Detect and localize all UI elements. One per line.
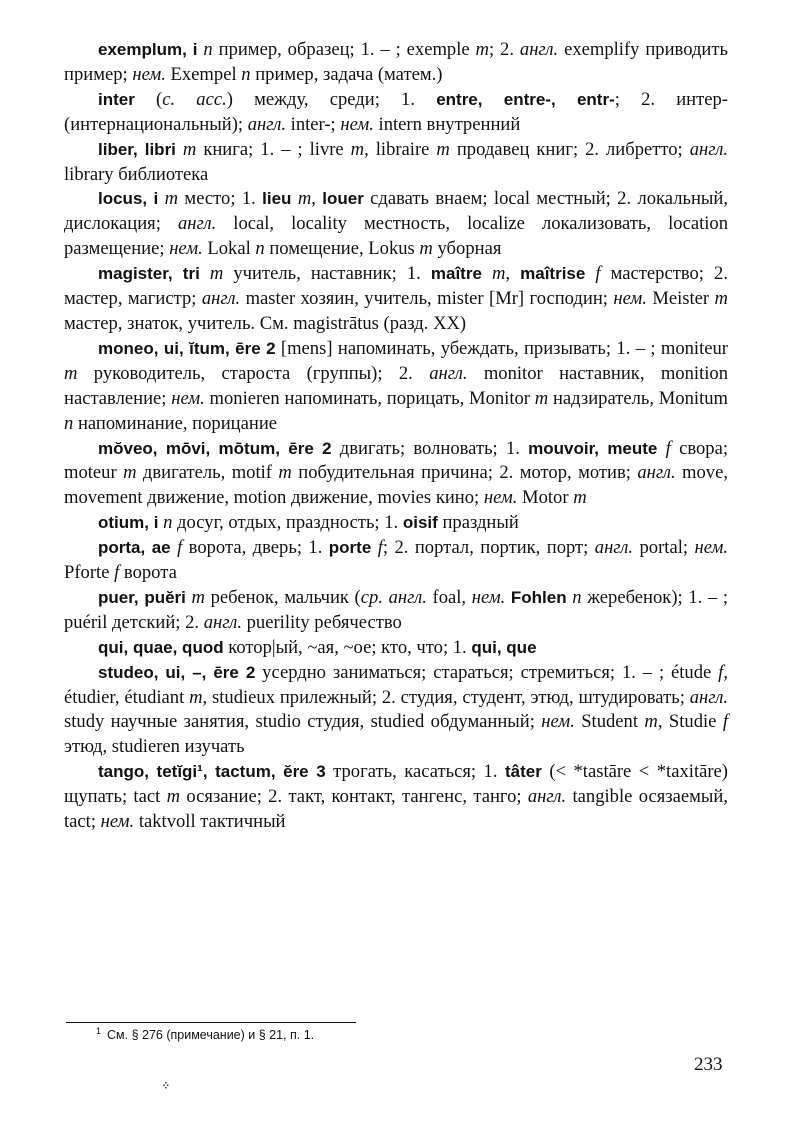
entry-text: двигатель, motif [136,462,279,484]
italic-label: m [297,188,312,210]
dictionary-entry [64,337,728,437]
italic-label: m [182,138,197,160]
entry-text: exemplify приводить пример; [64,39,728,85]
entry-text: мастер, знаток, учитель. См. magistrātus (разд. XX) [64,312,467,334]
headword: maîtrise [520,264,586,284]
entry-text: сдавать внаем; local местный; 2. локальный, дислокация; [64,188,728,235]
entry-text: жеребенок); 1. – ; puéril детский; 2. [64,586,728,633]
italic-label: нем. [541,711,575,733]
entry-text: , Studie [657,711,723,733]
entry-text [657,438,665,459]
entry-text: tangible осязаемый, tact; [64,786,728,833]
headword: lieu [262,189,292,209]
dictionary-entry [64,38,728,88]
entry-text: library библиотека [64,163,209,185]
entry-text: ворота, дверь; 1. [182,537,329,559]
entry-text: усердно заниматься; стараться; стремиться; 1. – ; étude [255,661,719,683]
italic-label: m [491,263,506,285]
italic-label: англ. [527,786,567,808]
entry-text: , studieux прилежный; 2. студия, студент, этюд, штудировать; [202,686,690,708]
italic-label: нем. [100,811,135,833]
dictionary-entry [64,138,728,188]
entry-text [482,263,492,284]
dictionary-entry [64,437,728,512]
headword: liber, libri [98,139,176,159]
entry-text: помещение, Lokus [264,238,420,260]
italic-label: нем. [132,63,166,85]
entry-text: , [311,188,323,210]
dictionary-entry [64,187,728,262]
entry-text: taktvoll тактичный [134,811,286,833]
dictionary-entry [64,760,728,835]
entry-text: ; 2. [488,39,520,60]
entry-text: , étudier, étudiant [64,661,728,708]
italic-label: n [241,63,251,85]
dictionary-entry [64,586,728,636]
dictionary-entry [64,636,728,661]
italic-label: m [644,711,658,733]
headword: mouvoir, meute [528,438,658,458]
entry-text: , [505,263,521,285]
headword: moneo, ui, ĭtum, ēre 2 [98,338,276,358]
italic-label: n [255,238,265,260]
headword: qui, quae, quod [98,637,224,657]
entry-text: осязание; 2. такт, контакт, тангенс, танго; [180,786,528,808]
entry-text: intern внутренний [373,113,521,135]
entry-text: portal; [633,537,695,559]
italic-label: m [189,686,203,708]
italic-label: c. acc. [162,88,227,110]
entry-text: ворота [119,562,177,584]
italic-label: f [177,537,183,559]
headword: tâter [504,762,542,782]
headword: maître [430,264,482,284]
headword: puer, puĕri [98,587,186,607]
entry-text: study научные занятия, studio студия, studied обдуманный; [64,711,542,733]
entry-text: руководитель, староста (группы); 2. [77,362,430,384]
entry-text: пример, образец; 1. – ; exemple [212,39,476,60]
headword: locus, i [98,189,159,209]
italic-label: нем. [171,387,205,409]
headword: porta, ae [98,538,171,558]
entry-text: foal, [426,586,472,608]
entry-text: Meister [646,288,715,310]
italic-label: n [203,39,213,60]
italic-label: m [278,462,292,484]
italic-label: f [718,661,724,683]
dictionary-entry [64,511,728,536]
entry-text: продавец книг; 2. либретто; [449,138,690,160]
headword: studeo, ui, –, ēre 2 [98,662,256,682]
headword: mŏveo, mōvi, mōtum, ēre 2 [98,438,332,458]
entry-text: ) между, среди; 1. [226,88,437,110]
italic-label: m [534,387,549,409]
dictionary-entry [64,262,728,337]
headword: Fohlen [510,587,567,607]
entry-text: праздный [437,512,519,534]
entry-text: Motor [517,487,574,509]
italic-label: англ. [177,213,217,235]
entry-text: надзиратель, Monitum [548,387,728,409]
italic-label: m [123,462,137,484]
entry-text: место; 1. [178,188,263,210]
italic-label: нем. [483,487,518,509]
italic-label: нем. [471,586,506,608]
italic-label: f [595,263,601,285]
entry-text: трогать, касаться; 1. [325,761,505,783]
headword: exemplum, i [98,40,198,59]
entry-text: этюд, studieren изучать [64,736,245,758]
entry-text: учитель, наставник; 1. [223,263,431,285]
italic-label: n [572,586,582,608]
entry-text: напоминание, порицание [73,412,278,434]
italic-label: нем. [694,537,728,559]
entry-text [200,263,210,284]
entry-text: monieren напоминать, порицать, Monitor [204,387,535,409]
italic-label: m [573,487,587,509]
italic-label: англ. [689,686,728,708]
footnote-rule [66,1022,356,1023]
print-speck: ᠅ [160,1079,169,1093]
italic-label: англ. [637,462,676,484]
italic-label: нем. [169,238,203,260]
italic-label: англ. [429,362,468,384]
entry-text: Pforte [64,562,115,584]
italic-label: англ. [247,113,286,135]
italic-label: m [164,188,179,210]
italic-label: m [209,263,224,285]
entry-text: уборная [432,238,502,260]
italic-label: англ. [594,537,634,559]
entry-text: досуг, отдых, праздность; 1. [172,512,403,534]
footnote-text: См. § 276 (примечание) и § 21, п. 1. [107,1028,315,1043]
entry-text: (< *tastāre < *taxitāre) щупать; tact [64,761,728,808]
entry-text: [mens] напоминать, убеждать, призывать; 1. – ; moniteur [275,337,728,359]
italic-label: m [419,238,433,260]
entry-text: ребенок, мальчик ( [204,586,361,608]
italic-label: англ. [203,611,242,633]
italic-label: англ. [519,39,559,60]
footnote-mark: 1 [96,1026,102,1036]
italic-label: m [191,586,205,608]
italic-label: n [163,512,173,534]
entry-text: котор|ый, ~ая, ~ое; кто, что; 1. [223,636,472,658]
page-number: 233 [694,1054,723,1075]
entry-text: monitor наставник, monition наставление; [64,362,728,409]
entry-text: ( [134,88,163,110]
italic-label: ср. англ. [360,586,427,608]
headword: tango, tetĭgi¹, tactum, ĕre 3 [98,762,326,782]
dictionary-entry [64,88,728,138]
italic-label: f [722,711,728,733]
entry-text: книга; 1. – ; livre [196,138,351,160]
entry-text: ; 2. портал, портик, порт; [382,537,595,559]
entry-text: двигать; волновать; 1. [331,437,529,459]
italic-label: f [665,437,671,459]
entry-text: local, locality местность, localize локализовать, location размещение; [64,213,729,260]
italic-label: m [714,288,728,310]
entry-text: ; 2. интер- (интернациональный); [64,88,728,135]
entry-text: master хозяин, учитель, mister [Mr] господин; [240,288,614,310]
italic-label: f [114,562,120,584]
italic-label: m [436,138,450,160]
entry-text: свора; moteur [64,437,728,484]
entry-text: Lokal [202,238,256,260]
italic-label: n [64,412,74,434]
dictionary-column [64,38,728,835]
italic-label: m [64,362,78,384]
footnote [96,1026,315,1043]
entry-text [585,263,595,284]
italic-label: f [377,537,383,559]
entry-text: побудительная причина; 2. мотор, мотив; [291,462,638,484]
entry-text: , libraire [364,138,437,160]
headword: otium, i [98,513,159,533]
entry-text: Exempel [165,63,242,85]
headword: magister, tri [98,264,200,284]
entry-text: мастерство; 2. мастер, магистр; [64,263,728,310]
headword: oisif [402,513,438,533]
italic-label: m [475,39,489,60]
entry-text: puerility ребячество [241,611,402,633]
italic-label: нем. [340,113,374,135]
entry-text [176,139,183,160]
italic-label: нем. [613,288,647,310]
italic-label: m [166,786,181,808]
italic-label: англ. [689,138,728,160]
italic-label: m [350,138,365,160]
italic-label: англ. [201,288,241,310]
entry-text: пример, задача (матем.) [250,63,443,85]
entry-text: move, movement движение, motion движение, movies кино; [64,462,728,509]
headword: louer [322,189,364,209]
dictionary-entry [64,661,728,761]
headword: entre, entre-, entr- [436,89,615,109]
headword: qui, que [471,637,537,657]
dictionary-entry [64,536,728,586]
entry-text: inter-; [286,113,341,135]
headword: porte [328,538,372,558]
entry-text: Student [574,711,645,733]
headword: inter [98,89,135,109]
